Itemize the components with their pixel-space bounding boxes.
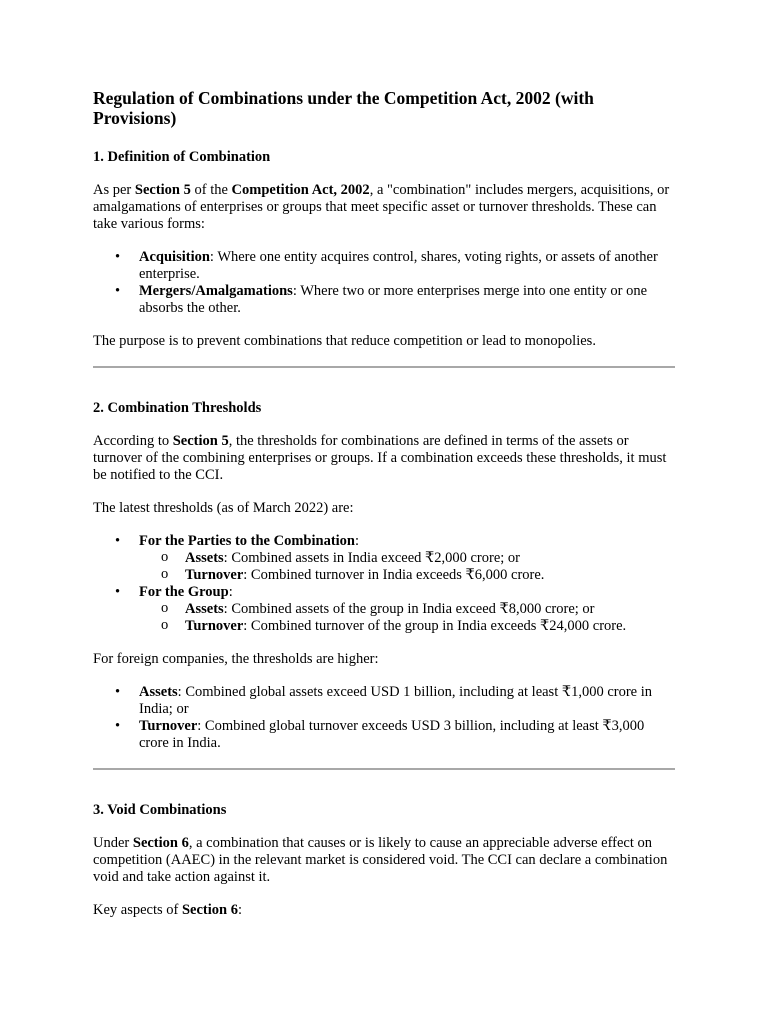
bold-term: Assets [139,684,178,700]
bold-text: Competition Act, 2002 [231,182,370,198]
bold-term: Acquisition [139,249,210,265]
list-item [139,283,675,317]
paragraph [93,902,675,919]
text-run: : Combined global assets exceed USD 1 billion, including at least ₹1,000 crore in India; or [139,684,653,717]
text-run: : [228,584,233,600]
list-item [139,533,675,584]
text-run: Key aspects of [93,902,182,918]
list-item [139,684,675,718]
text-run: As per [93,182,135,198]
bold-text: Section 5 [134,182,191,198]
bullet-list [93,533,675,635]
text-run: : Combined assets of the group in India exceed ₹8,000 crore; or [223,601,595,617]
text-run: , a combination that causes or is likely to cause an appreciable adverse effect on competition (AAEC) in the relevant market is considered void. The CCI can declare a combination void and take action against it. [93,835,668,885]
bold-term: Assets [185,601,224,617]
text-run: : Combined turnover of the group in India exceeds ₹24,000 crore. [243,618,627,634]
bold-text: Section 5 [172,433,229,449]
paragraph [93,835,675,886]
paragraph [93,433,675,484]
bold-term: Turnover [185,567,244,583]
list-item [139,718,675,752]
bullet-list [93,684,675,752]
sub-list-item [185,618,675,635]
bold-term: Mergers/Amalgamations [139,283,293,299]
text-run: : Where two or more enterprises merge into one entity or one absorbs the other. [139,283,648,316]
section-thresholds [93,400,675,752]
sub-list-item [185,567,675,584]
sub-list [139,601,675,635]
text-run: : [355,533,360,549]
text-run: : Combined global turnover exceeds USD 3 billion, including at least ₹3,000 crore in India. [139,718,645,751]
bold-term: For the Parties to the Combination [139,533,355,549]
text-run: : Combined assets in India exceed ₹2,000 crore; or [223,550,520,566]
bold-term: Assets [185,550,224,566]
text-run: : Where one entity acquires control, shares, voting rights, or assets of another enterprise. [139,249,658,282]
list-item [139,584,675,635]
bullet-list [93,249,675,317]
text-run: , the thresholds for combinations are defined in terms of the assets or turnover of the combining enterprises or groups. If a combination exceeds these thresholds, it must be notified to the CCI. [93,433,667,483]
text-run: : Combined turnover in India exceeds ₹6,000 crore. [243,567,545,583]
sub-list-item [185,550,675,567]
paragraph [93,182,675,233]
section-heading: 1. Definition of Combination [93,149,271,165]
section-void-combinations [93,802,675,919]
bold-term: Turnover [185,618,244,634]
paragraph: The purpose is to prevent combinations that reduce competition or lead to monopolies. [93,333,596,349]
section-heading: 2. Combination Thresholds [93,400,262,416]
sub-list [139,550,675,584]
paragraph: For foreign companies, the thresholds are higher: [93,651,379,667]
section-definition [93,149,675,350]
list-item [139,249,675,283]
text-run: According to [93,433,173,449]
bold-term: For the Group [139,584,229,600]
sub-list-item [185,601,675,618]
horizontal-divider [93,768,675,770]
bold-term: Turnover [139,718,198,734]
horizontal-divider [93,366,675,368]
bold-text: Section 6 [181,902,238,918]
text-run: : [237,902,242,918]
text-run: of the [190,182,232,198]
bold-text: Section 6 [132,835,189,851]
section-heading: 3. Void Combinations [93,802,227,818]
document-title: Regulation of Combinations under the Competition Act, 2002 (with Provisions) [93,88,594,128]
text-run: Under [93,835,133,851]
text-run: , a "combination" includes mergers, acquisitions, or amalgamations of enterprises or groups that meet specific asset or turnover thresholds. These can take various forms: [93,182,670,232]
paragraph: The latest thresholds (as of March 2022) are: [93,500,354,516]
